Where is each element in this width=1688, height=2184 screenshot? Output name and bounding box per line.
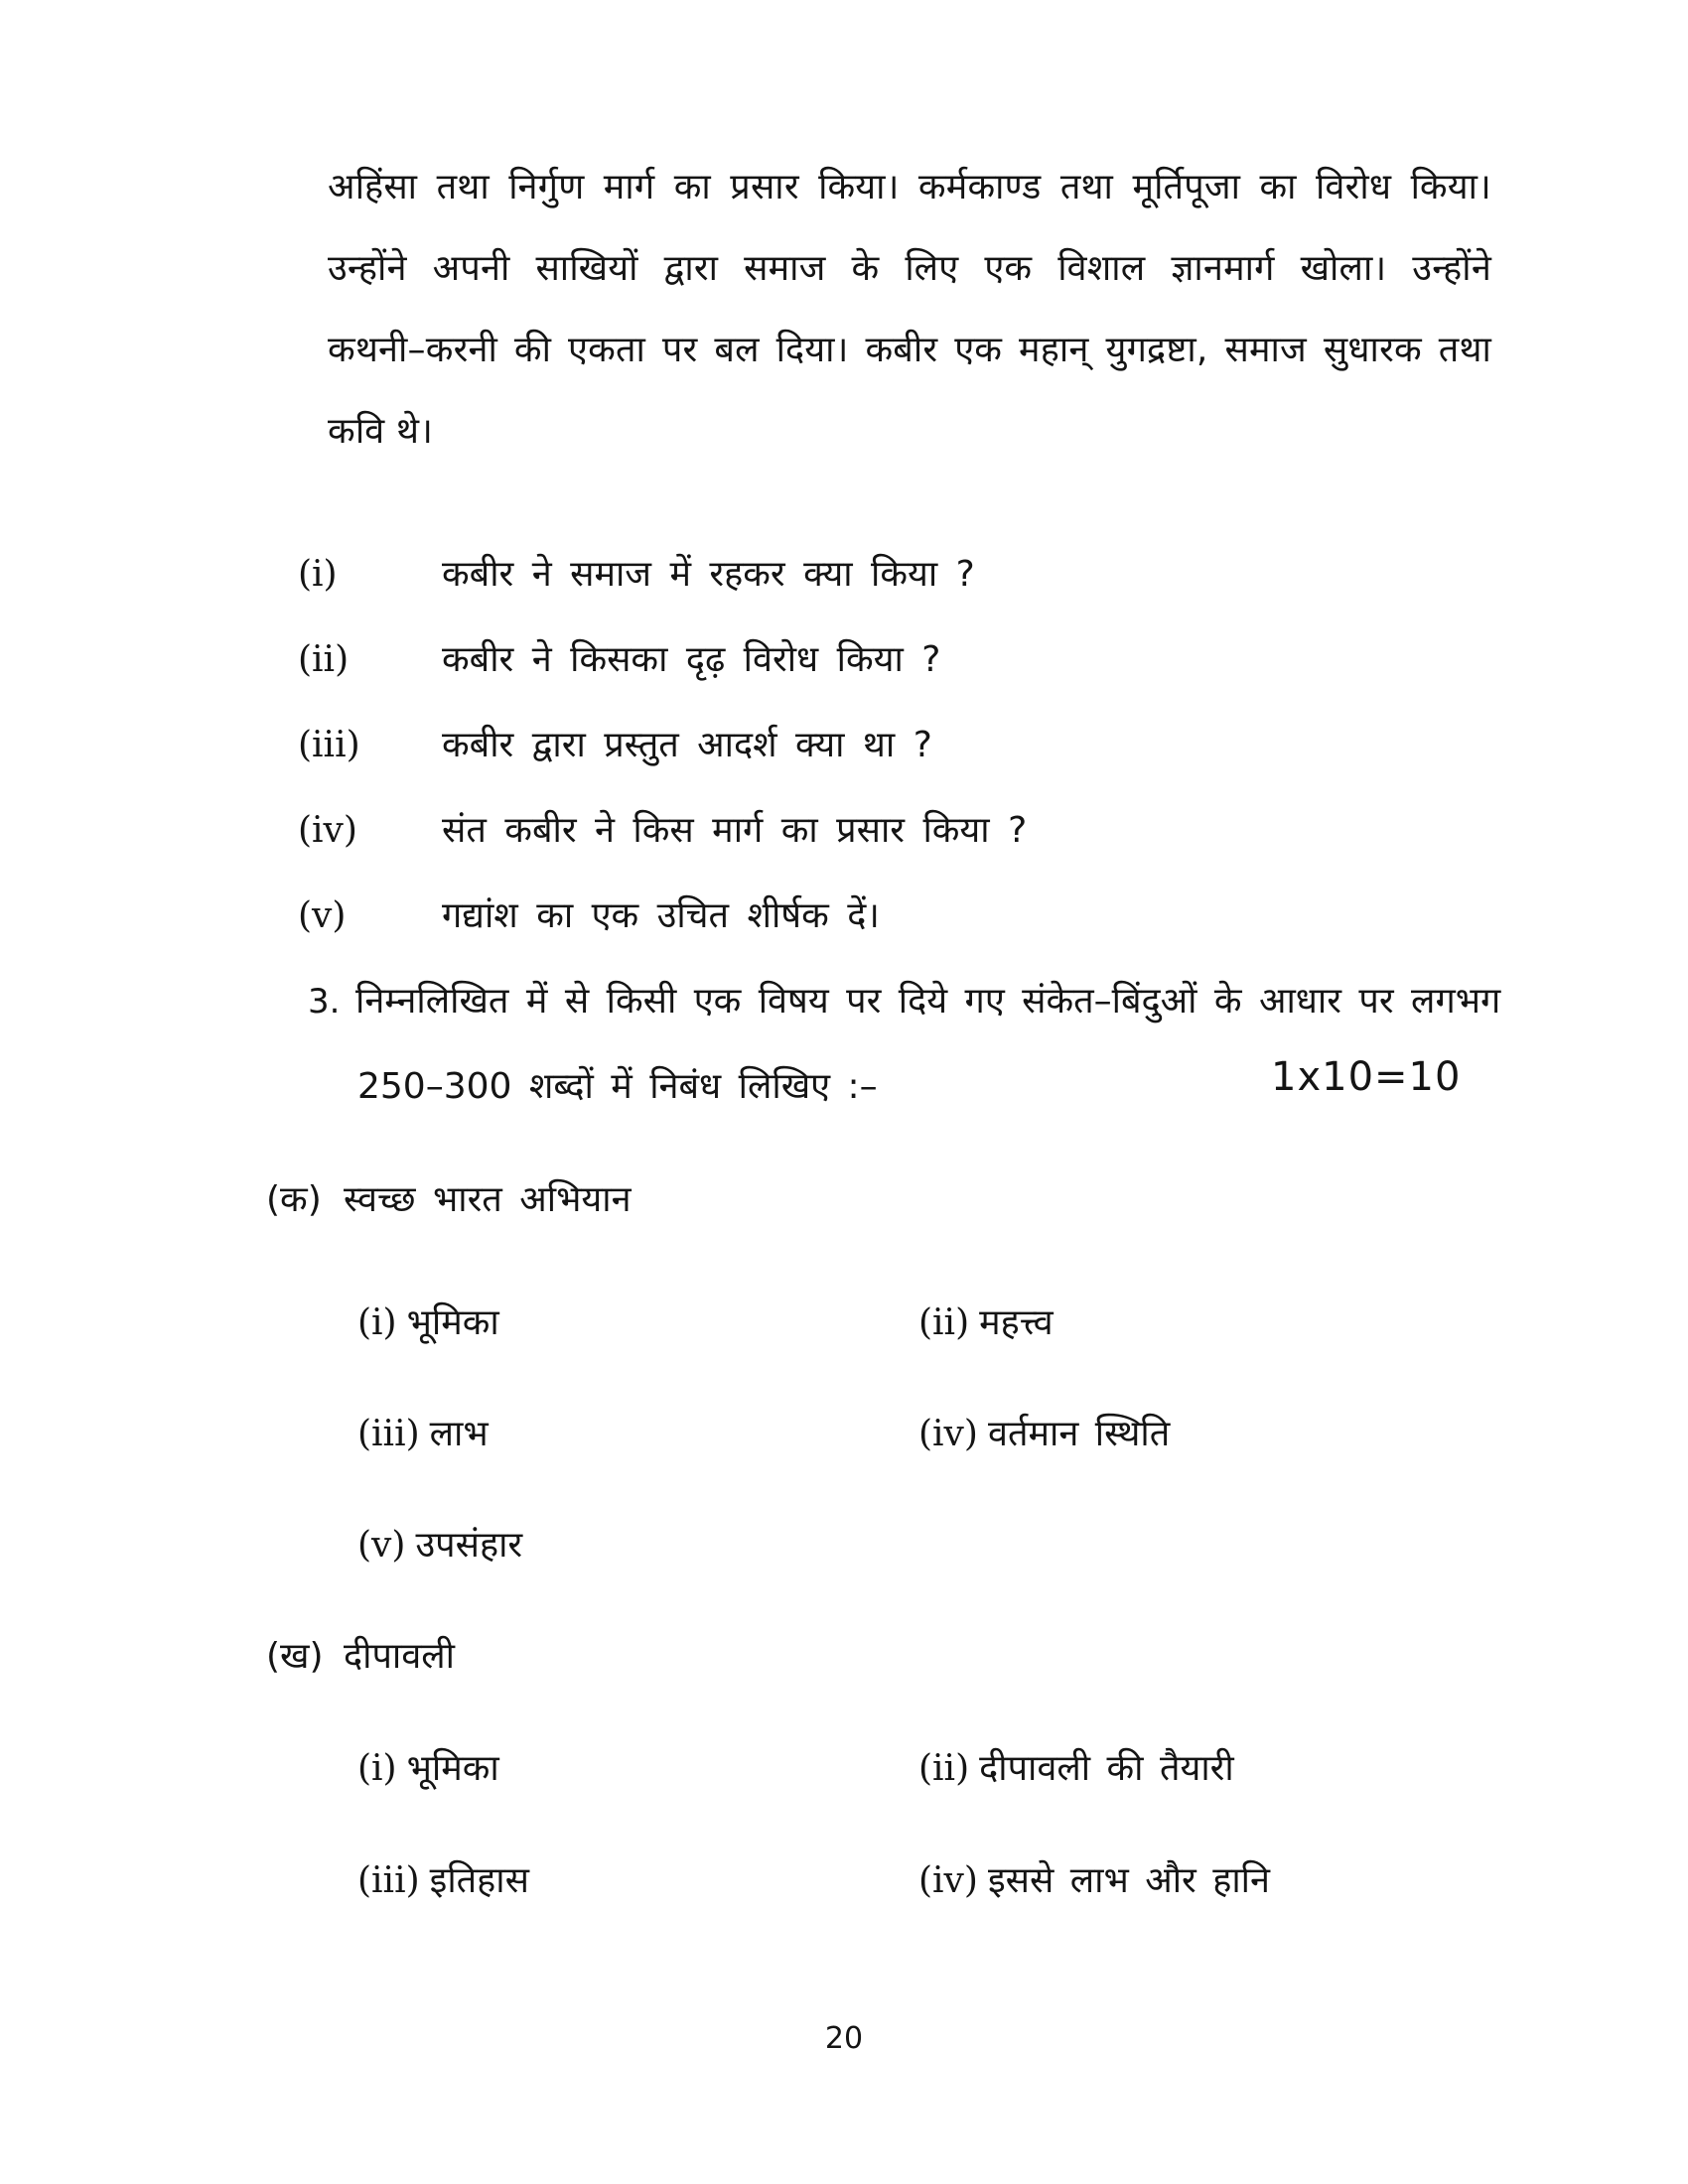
point-label: (ii) xyxy=(918,1748,970,1789)
point-label: (iv) xyxy=(918,1860,978,1901)
question-text: संत कबीर ने किस मार्ग का प्रसार किया ? xyxy=(442,810,1028,851)
point-item xyxy=(357,1854,529,1903)
passage-line: अहिंसा तथा निर्गुण मार्ग का प्रसार किया। कर्मकाण्ड तथा मूर्तिपूजा का विरोध किया। xyxy=(328,167,1491,207)
point-item xyxy=(357,1408,489,1456)
question-row xyxy=(298,889,880,938)
question-label: (i) xyxy=(298,554,338,595)
passage-line: उन्होंने अपनी साखियों द्वारा समाज के लिए एक विशाल ज्ञानमार्ग खोला। उन्होंने xyxy=(328,248,1491,289)
topic-label: (क) xyxy=(266,1179,322,1220)
point-item xyxy=(357,1297,499,1345)
question-text: कबीर द्वारा प्रस्तुत आदर्श क्या था ? xyxy=(442,725,932,765)
question-row xyxy=(298,804,1027,853)
point-label: (v) xyxy=(357,1525,406,1566)
topic-points-row xyxy=(0,1519,1688,1582)
topic-title: स्वच्छ भारत अभियान xyxy=(344,1179,632,1220)
question-row xyxy=(298,719,932,767)
point-item xyxy=(918,1854,1270,1903)
point-text: उपसंहार xyxy=(415,1525,523,1566)
point-item xyxy=(918,1297,1054,1345)
point-text: भूमिका xyxy=(406,1302,499,1343)
topic-points-row xyxy=(0,1408,1688,1471)
question-text: गद्यांश का एक उचित शीर्षक दें। xyxy=(442,895,880,936)
question-label: (iii) xyxy=(298,725,360,765)
question-row xyxy=(298,633,940,682)
point-text: महत्त्व xyxy=(979,1302,1054,1343)
topic-title: दीपावली xyxy=(344,1636,455,1677)
question-label: (iv) xyxy=(298,810,357,851)
topic-points-row xyxy=(0,1854,1688,1918)
point-label: (iii) xyxy=(357,1860,420,1901)
topic-points-row xyxy=(0,1742,1688,1806)
point-item xyxy=(918,1742,1234,1791)
topic-label: (ख) xyxy=(266,1636,324,1677)
question3-number: 3. xyxy=(308,982,341,1022)
point-label: (i) xyxy=(357,1302,397,1343)
question3-text-continued: 250–300 शब्दों में निबंध लिखिए :– xyxy=(357,1066,878,1107)
topic-ka-heading xyxy=(266,1173,632,1222)
point-text: इससे लाभ और हानि xyxy=(987,1860,1270,1901)
topic-points-row xyxy=(0,1297,1688,1360)
point-label: (iii) xyxy=(357,1414,420,1454)
point-label: (i) xyxy=(357,1748,397,1789)
point-text: लाभ xyxy=(429,1414,489,1454)
marks-label: 1x10=10 xyxy=(1271,1054,1462,1100)
point-label: (iv) xyxy=(918,1414,978,1454)
question3-line1 xyxy=(308,975,1500,1024)
question-text: कबीर ने किसका दृढ़ विरोध किया ? xyxy=(442,639,941,680)
point-label: (ii) xyxy=(918,1302,970,1343)
point-item xyxy=(357,1742,499,1791)
point-item xyxy=(357,1519,522,1568)
question-label: (ii) xyxy=(298,639,350,680)
passage-block xyxy=(328,147,1491,473)
passage-line: कवि थे। xyxy=(328,411,434,452)
point-item xyxy=(918,1408,1170,1456)
question-text: कबीर ने समाज में रहकर क्या किया ? xyxy=(442,554,975,595)
question3-line2 xyxy=(357,1054,1462,1109)
point-text: वर्तमान स्थिति xyxy=(987,1414,1171,1454)
page-number: 20 xyxy=(824,2021,864,2056)
question-label: (v) xyxy=(298,895,347,936)
topic-kha-heading xyxy=(266,1630,455,1679)
point-text: इतिहास xyxy=(429,1860,529,1901)
point-text: दीपावली की तैयारी xyxy=(979,1748,1234,1789)
question-row xyxy=(298,548,975,597)
point-text: भूमिका xyxy=(406,1748,499,1789)
question3-text: निम्नलिखित में से किसी एक विषय पर दिये गए संकेत–बिंदुओं के आधार पर लगभग xyxy=(355,981,1501,1022)
passage-line: कथनी–करनी की एकता पर बल दिया। कबीर एक महान् युगद्रष्टा, समाज सुधारक तथा xyxy=(328,330,1491,370)
